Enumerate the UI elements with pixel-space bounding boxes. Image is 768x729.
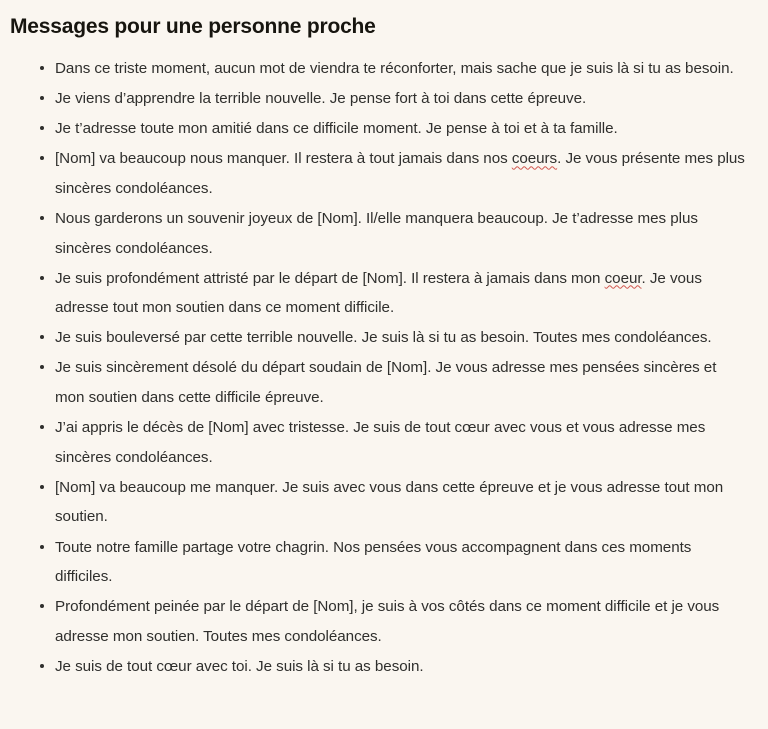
bullet-dot-icon	[40, 365, 44, 369]
bullet-dot-icon	[40, 664, 44, 668]
text-run: Nous garderons un souvenir joyeux de [Nom]. Il/elle manquera beaucoup. Je t’adresse mes plus sincères condoléances.	[55, 209, 698, 257]
list-item-text	[55, 598, 719, 645]
list-item	[0, 114, 757, 144]
list-item	[0, 144, 757, 203]
text-run: Dans ce triste moment, aucun mot de viendra te réconforter, mais sache que je suis là si tu as besoin.	[55, 60, 734, 77]
text-run: [Nom] va beaucoup nous manquer. Il restera à tout jamais dans nos	[55, 150, 512, 168]
list-item	[0, 473, 757, 532]
text-run: J’ai appris le décès de [Nom] avec tristesse. Je suis de tout cœur avec vous et vous adresse mes sincères condoléances.	[55, 419, 706, 466]
list-item	[0, 353, 757, 412]
list-item-text	[55, 658, 424, 675]
list-item-text	[55, 359, 716, 406]
list-item	[0, 84, 757, 114]
text-run: . Je vous adresse tout mon soutien dans ce moment difficile.	[55, 269, 702, 317]
list-item-text	[55, 90, 586, 107]
message-list	[0, 54, 768, 681]
list-item-text	[55, 329, 712, 346]
list-item-text	[55, 60, 734, 77]
misspelled-word: coeur	[604, 269, 642, 287]
bullet-dot-icon	[40, 96, 44, 100]
bullet-dot-icon	[40, 126, 44, 130]
page-title: Messages pour une personne proche	[10, 15, 376, 38]
list-item	[0, 592, 757, 651]
bullet-dot-icon	[40, 425, 44, 429]
text-run: [Nom] va beaucoup me manquer. Je suis avec vous dans cette épreuve et je vous adresse tout mon soutien.	[55, 478, 724, 526]
list-item	[0, 533, 757, 592]
list-item-text	[55, 270, 702, 317]
text-run: Je suis bouleversé par cette terrible nouvelle. Je suis là si tu as besoin. Toutes mes condoléances.	[55, 329, 712, 347]
list-item	[0, 323, 757, 353]
text-run: Profondément peinée par le départ de [Nom], je suis à vos côtés dans ce moment difficile et je vous adresse mon soutien. Toutes mes condoléances.	[55, 598, 720, 645]
text-run: . Je vous présente mes plus sincères condoléances.	[55, 150, 745, 197]
list-item-text	[55, 479, 723, 526]
text-run: Je suis profondément attristé par le départ de [Nom]. Il restera à jamais dans mon	[55, 269, 605, 287]
misspelled-word: coeurs	[511, 150, 558, 168]
bullet-dot-icon	[40, 335, 44, 339]
bullet-dot-icon	[40, 545, 44, 549]
text-run: Je t’adresse toute mon amitié dans ce difficile moment. Je pense à toi et à ta famille.	[55, 120, 618, 138]
list-item-text	[55, 419, 705, 466]
list-item-text	[55, 150, 745, 197]
bullet-dot-icon	[40, 485, 44, 489]
list-item-text	[55, 210, 698, 257]
bullet-dot-icon	[40, 156, 44, 160]
list-item	[0, 264, 757, 323]
list-item-text	[55, 120, 618, 137]
bullet-dot-icon	[40, 216, 44, 220]
text-run: Je viens d’apprendre la terrible nouvelle. Je pense fort à toi dans cette épreuve.	[55, 90, 587, 108]
text-run: Je suis sincèrement désolé du départ soudain de [Nom]. Je vous adresse mes pensées sincères et mon soutien dans cette difficile épreuve.	[55, 359, 717, 407]
bullet-dot-icon	[40, 276, 44, 280]
text-run: Toute notre famille partage votre chagrin. Nos pensées vous accompagnent dans ces moments difficiles.	[55, 538, 692, 586]
list-item	[0, 413, 757, 472]
bullet-dot-icon	[40, 66, 44, 70]
bullet-dot-icon	[40, 604, 44, 608]
list-item	[0, 652, 757, 682]
list-item	[0, 204, 757, 263]
list-item-text	[55, 539, 691, 586]
list-item	[0, 54, 757, 84]
text-run: Je suis de tout cœur avec toi. Je suis là si tu as besoin.	[55, 657, 424, 675]
